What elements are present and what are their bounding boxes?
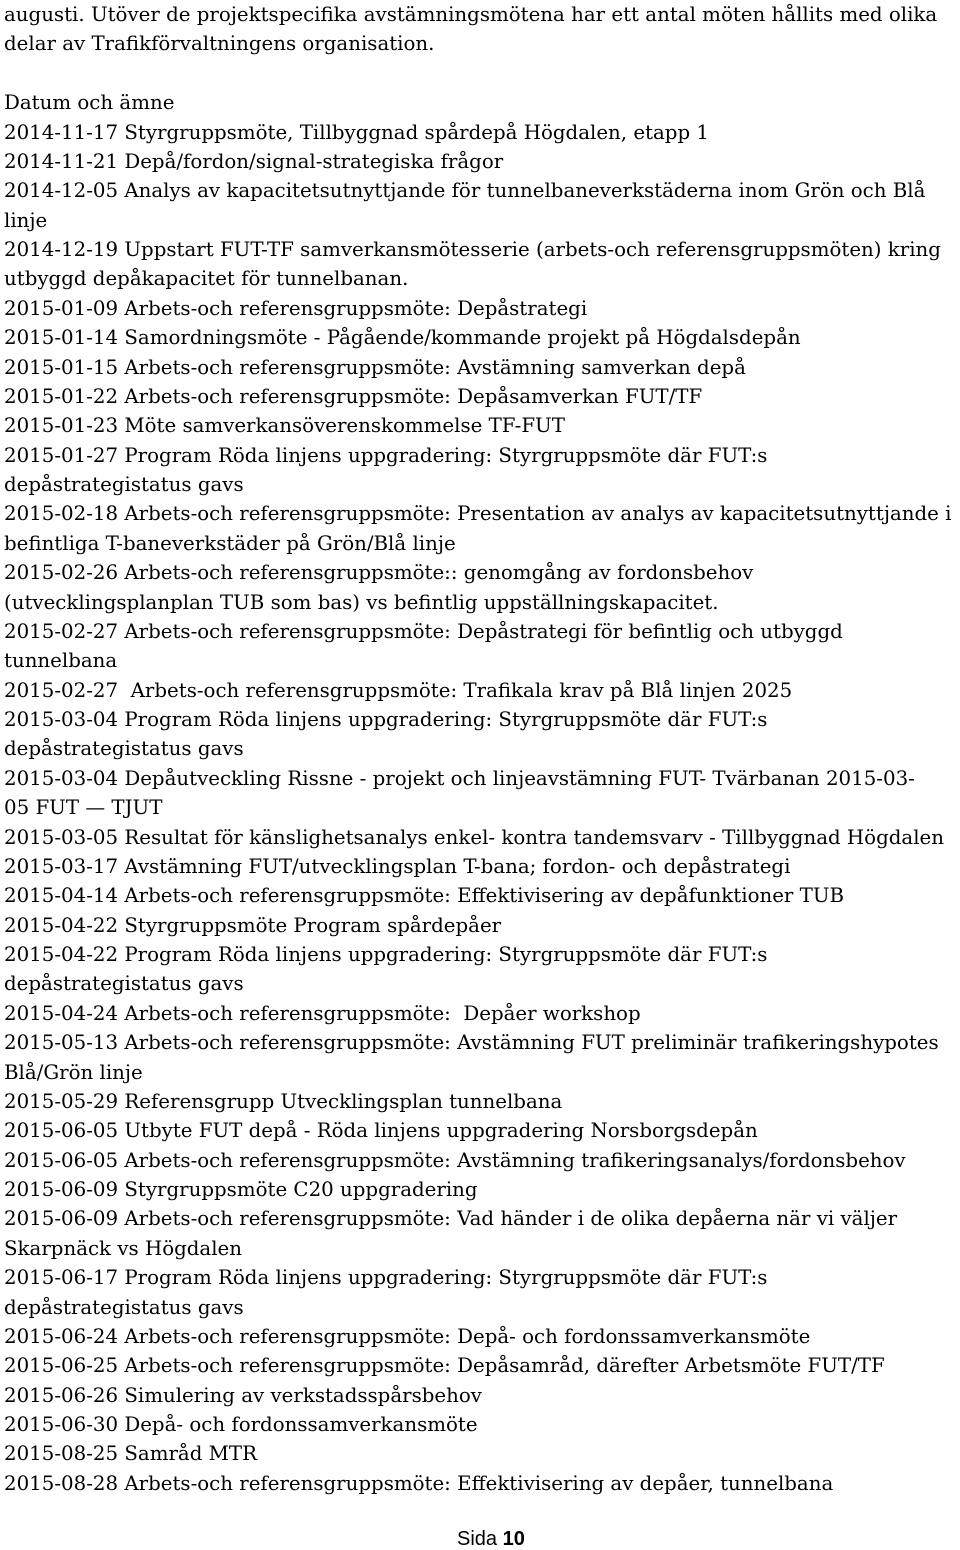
- entry-date: 2015-04-22: [4, 943, 119, 966]
- entry-subject: Utbyte FUT depå - Röda linjens uppgradering Norsborgsdepån: [124, 1119, 758, 1143]
- entry-date: 2014-11-21: [4, 149, 119, 173]
- entry-date: 2015-03-05: [4, 825, 119, 849]
- page-number: 10: [502, 1528, 525, 1550]
- entry-date: 2015-01-27: [4, 443, 119, 467]
- entry-subject: Arbets-och referensgruppsmöte: Avstämning FUT preliminär trafikeringshypotes: [124, 1031, 939, 1055]
- entry-line: [4, 911, 501, 940]
- intro-line: augusti. Utöver de projektspecifika avstämningsmötena har ett antal möten hållits med olika: [4, 3, 938, 26]
- meeting-entry: [4, 1028, 958, 1087]
- meeting-entry: [4, 705, 958, 764]
- meeting-entry: [4, 1351, 958, 1380]
- intro-line: delar av Trafikförvaltningens organisation.: [4, 32, 435, 56]
- entry-line: [4, 382, 702, 411]
- entry-subject: Arbets-och referensgruppsmöte: Vad händer i de olika depåerna när vi väljer: [124, 1207, 898, 1231]
- entry-line: [4, 499, 951, 528]
- entry-continuation-line: tunnelbana: [4, 649, 118, 673]
- entry-subject: Arbets-och referensgruppsmöte: Avstämning trafikeringsanalys/fordonsbehov: [124, 1148, 906, 1172]
- entry-subject: Arbets-och referensgruppsmöte: Depåer workshop: [124, 1001, 641, 1025]
- entry-date: 2015-06-05: [4, 1148, 119, 1172]
- entry-subject: Simulering av verkstadsspårsbehov: [124, 1383, 482, 1407]
- entry-date: 2015-04-24: [4, 1001, 119, 1025]
- entry-line: [4, 705, 767, 734]
- entry-date: 2014-12-19: [4, 238, 119, 261]
- entry-date: 2015-06-25: [4, 1354, 119, 1378]
- entry-date: 2014-12-05: [4, 179, 119, 203]
- entry-date: 2015-08-28: [4, 1471, 119, 1495]
- meeting-entry: [4, 323, 958, 352]
- entry-subject: Referensgrupp Utvecklingsplan tunnelbana: [124, 1089, 563, 1113]
- entry-line: [4, 881, 844, 910]
- meeting-entry: [4, 881, 958, 910]
- entry-continuation-line: befintliga T-baneverkstäder på Grön/Blå linje: [4, 531, 456, 555]
- entry-subject: Program Röda linjens uppgradering: Styrgruppsmöte där FUT:s: [124, 1266, 768, 1290]
- entry-line: [4, 676, 792, 705]
- entry-line: [4, 1439, 257, 1468]
- entry-line: [4, 235, 941, 264]
- entry-date: 2015-06-24: [4, 1324, 119, 1348]
- entry-continuation-line: depåstrategistatus gavs: [4, 1295, 244, 1319]
- entry-date: 2015-02-27: [4, 619, 119, 643]
- entry-date: 2015-02-26: [4, 561, 119, 585]
- entry-date: 2015-05-29: [4, 1089, 119, 1113]
- entry-subject: Arbets-och referensgruppsmöte: Presentation av analys av kapacitetsutnyttjande i: [124, 502, 952, 526]
- entry-line: [4, 176, 925, 205]
- entry-date: 2015-08-25: [4, 1442, 119, 1466]
- entry-date: 2015-02-27: [4, 678, 119, 702]
- entry-line: [4, 118, 709, 147]
- entry-line: [4, 1322, 810, 1351]
- entry-line: [4, 1028, 939, 1057]
- entry-line: [4, 1263, 767, 1292]
- entry-subject: Depå- och fordonssamverkansmöte: [124, 1413, 478, 1436]
- meeting-entry: [4, 1263, 958, 1322]
- entry-continuation-line: depåstrategistatus gavs: [4, 473, 244, 496]
- entry-date: 2015-03-17: [4, 854, 119, 878]
- entry-subject: Avstämning FUT/utvecklingsplan T-bana; fordon- och depåstrategi: [124, 854, 791, 878]
- entry-date: 2015-04-22: [4, 913, 119, 937]
- entry-date: 2015-01-09: [4, 296, 119, 320]
- entry-subject: Arbets-och referensgruppsmöte:: genomgång av fordonsbehov: [124, 561, 754, 585]
- entry-line: [4, 1087, 562, 1116]
- meeting-entry: [4, 764, 958, 823]
- entry-subject: Depå/fordon/signal-strategiska frågor: [124, 149, 504, 173]
- meeting-entry: [4, 1175, 958, 1204]
- entry-line: [4, 411, 565, 440]
- entry-subject: Styrgruppsmöte Program spårdepåer: [124, 913, 502, 937]
- meeting-entry: [4, 823, 958, 852]
- entry-date: 2014-11-17: [4, 120, 119, 144]
- entry-line: [4, 323, 801, 352]
- entry-subject: Styrgruppsmöte C20 uppgradering: [124, 1178, 478, 1201]
- entry-date: 2015-06-26: [4, 1383, 119, 1407]
- entry-subject: Arbets-och referensgruppsmöte: Depå- och fordonssamverkansmöte: [124, 1324, 811, 1348]
- entry-subject: Arbets-och referensgruppsmöte: Depåstrategi: [124, 296, 588, 320]
- entry-date: 2015-06-17: [4, 1266, 119, 1290]
- entry-date: 2015-06-30: [4, 1413, 119, 1436]
- entry-line: [4, 558, 753, 587]
- entry-date: 2015-06-09: [4, 1178, 119, 1201]
- meeting-entry: [4, 676, 958, 705]
- list-heading: Datum och ämne: [4, 91, 175, 115]
- entry-subject: Arbets-och referensgruppsmöte: Depåsamråd, därefter Arbetsmöte FUT/TF: [124, 1354, 885, 1378]
- entry-continuation-line: utbyggd depåkapacitet för tunnelbanan.: [4, 267, 409, 291]
- meeting-entry: [4, 441, 958, 500]
- entry-subject: Samordningsmöte - Pågående/kommande projekt på Högdalsdepån: [124, 326, 801, 350]
- entry-line: [4, 764, 915, 793]
- entry-subject: Möte samverkansöverenskommelse TF-FUT: [124, 414, 565, 438]
- entry-line: [4, 852, 790, 881]
- meeting-entry: [4, 1410, 958, 1439]
- entry-continuation-line: 05 FUT — TJUT: [4, 796, 163, 820]
- entry-subject: Depåutveckling Rissne - projekt och linjeavstämning FUT- Tvärbanan 2015-03-: [124, 766, 915, 790]
- entry-continuation-line: linje: [4, 208, 48, 232]
- entry-continuation-line: Blå/Grön linje: [4, 1060, 143, 1084]
- entry-date: 2015-03-04: [4, 708, 119, 731]
- meeting-list: [4, 118, 958, 1499]
- meeting-entry: [4, 1322, 958, 1351]
- entry-line: [4, 1351, 885, 1380]
- page-label: Sida: [457, 1528, 498, 1550]
- meeting-entry: [4, 1116, 958, 1145]
- meeting-entry: [4, 1439, 958, 1468]
- entry-date: 2015-01-14: [4, 326, 119, 350]
- entry-date: 2015-06-05: [4, 1119, 119, 1143]
- entry-subject: Program Röda linjens uppgradering: Styrgruppsmöte där FUT:s: [124, 443, 768, 467]
- entry-line: [4, 1146, 906, 1175]
- entry-subject: Arbets-och referensgruppsmöte: Avstämning samverkan depå: [124, 355, 746, 379]
- entry-line: [4, 1175, 478, 1204]
- meeting-entry: [4, 235, 958, 294]
- entry-line: [4, 617, 843, 646]
- entry-line: [4, 1410, 478, 1439]
- entry-continuation-line: depåstrategistatus gavs: [4, 972, 244, 996]
- meeting-entry: [4, 617, 958, 676]
- entry-line: [4, 1116, 758, 1145]
- entry-subject: Uppstart FUT-TF samverkansmötesserie (arbets-och referensgruppsmöten) kring: [124, 238, 941, 261]
- entry-subject: Arbets-och referensgruppsmöte: Trafikala krav på Blå linjen 2025: [124, 678, 793, 702]
- meeting-entry: [4, 1204, 958, 1263]
- entry-line: [4, 1381, 482, 1410]
- entry-date: 2015-04-14: [4, 884, 119, 908]
- intro-paragraph: [4, 0, 958, 59]
- meeting-entry: [4, 147, 958, 176]
- meeting-entry: [4, 118, 958, 147]
- entry-date: 2015-01-22: [4, 384, 119, 408]
- meeting-entry: [4, 852, 958, 881]
- entry-subject: Arbets-och referensgruppsmöte: Depåsamverkan FUT/TF: [124, 384, 703, 408]
- entry-line: [4, 353, 746, 382]
- document-body: [4, 0, 958, 1498]
- entry-line: [4, 1204, 897, 1233]
- entry-subject: Program Röda linjens uppgradering: Styrgruppsmöte där FUT:s: [124, 708, 768, 731]
- entry-subject: Resultat för känslighetsanalys enkel- kontra tandemsvarv - Tillbyggnad Högdalen: [124, 825, 944, 849]
- meeting-entry: [4, 940, 958, 999]
- entry-continuation-line: (utvecklingsplanplan TUB som bas) vs befintlig uppställningskapacitet.: [4, 590, 719, 614]
- paragraph-spacer: [4, 59, 14, 88]
- meeting-entry: [4, 1146, 958, 1175]
- entry-subject: Styrgruppsmöte, Tillbyggnad spårdepå Högdalen, etapp 1: [124, 120, 709, 144]
- entry-subject: Samråd MTR: [124, 1442, 258, 1466]
- entry-line: [4, 441, 767, 470]
- meeting-entry: [4, 353, 958, 382]
- meeting-entry: [4, 411, 958, 440]
- entry-subject: Analys av kapacitetsutnyttjande för tunnelbaneverkstäderna inom Grön och Blå: [124, 179, 926, 203]
- entry-date: 2015-05-13: [4, 1031, 119, 1055]
- meeting-entry: [4, 911, 958, 940]
- entry-date: 2015-02-18: [4, 502, 119, 526]
- entry-subject: Arbets-och referensgruppsmöte: Effektivisering av depåfunktioner TUB: [124, 884, 845, 908]
- meeting-entry: [4, 558, 958, 617]
- entry-line: [4, 147, 503, 176]
- meeting-entry: [4, 999, 958, 1028]
- entry-line: [4, 1469, 833, 1498]
- entry-line: [4, 823, 944, 852]
- entry-date: 2015-01-23: [4, 414, 119, 438]
- page-footer: [457, 1529, 525, 1549]
- entry-date: 2015-01-15: [4, 355, 119, 379]
- meeting-entry: [4, 382, 958, 411]
- entry-subject: Arbets-och referensgruppsmöte: Effektivisering av depåer, tunnelbana: [124, 1471, 834, 1495]
- meeting-entry: [4, 1381, 958, 1410]
- entry-line: [4, 940, 767, 969]
- meeting-entry: [4, 176, 958, 235]
- entry-continuation-line: Skarpnäck vs Högdalen: [4, 1236, 243, 1260]
- entry-subject: Arbets-och referensgruppsmöte: Depåstrategi för befintlig och utbyggd: [124, 619, 843, 643]
- entry-line: [4, 999, 641, 1028]
- entry-date: 2015-03-04: [4, 766, 119, 790]
- meeting-entry: [4, 499, 958, 558]
- entry-continuation-line: depåstrategistatus gavs: [4, 737, 244, 761]
- meeting-entry: [4, 1087, 958, 1116]
- entry-line: [4, 294, 587, 323]
- entry-subject: Program Röda linjens uppgradering: Styrgruppsmöte där FUT:s: [124, 943, 768, 966]
- entry-date: 2015-06-09: [4, 1207, 119, 1231]
- meeting-entry: [4, 1469, 958, 1498]
- meeting-entry: [4, 294, 958, 323]
